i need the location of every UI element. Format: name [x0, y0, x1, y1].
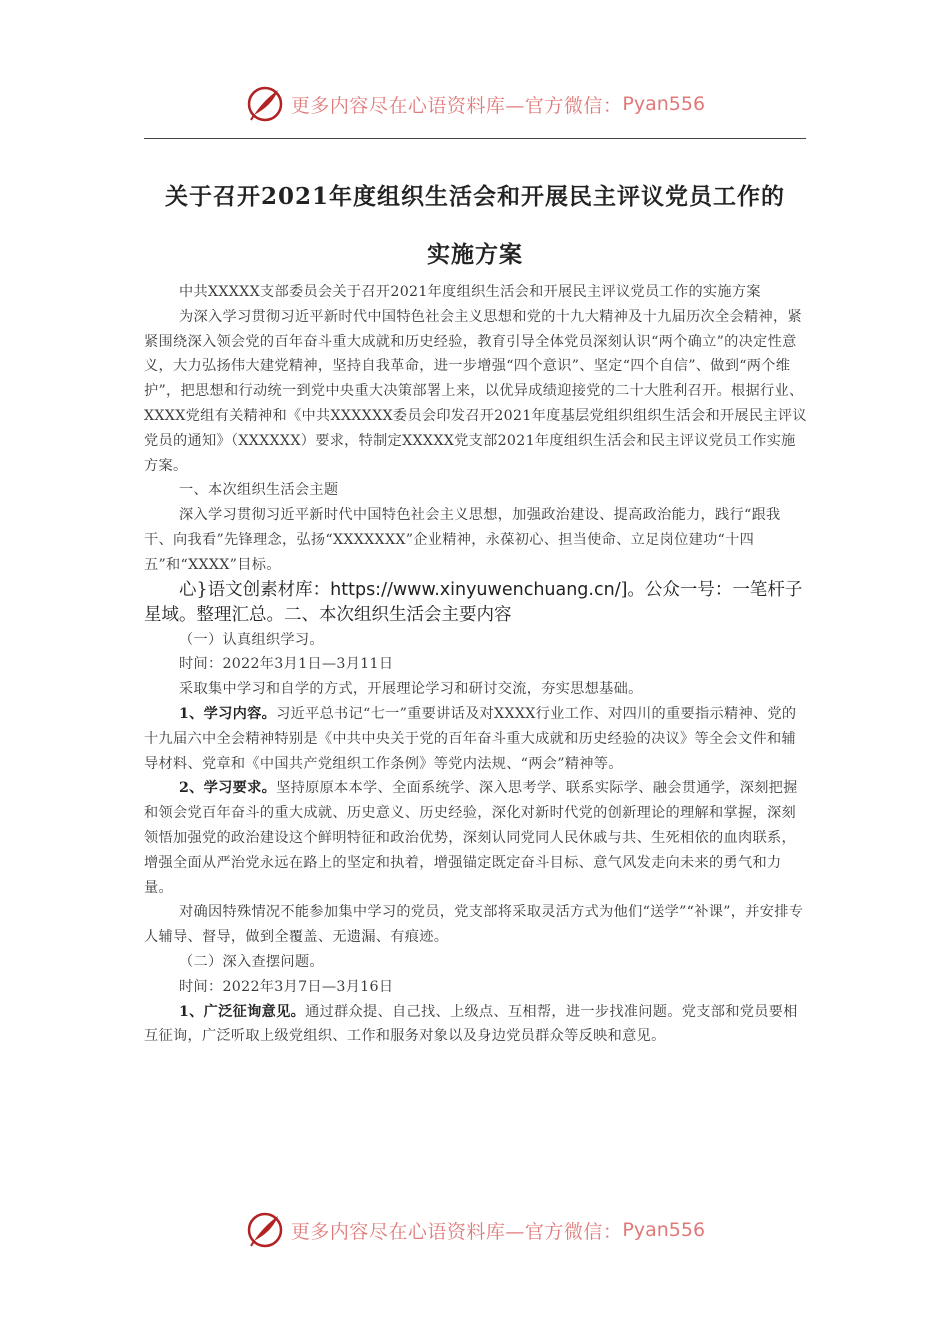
quill-pen-in-circle-icon: [245, 84, 285, 124]
subsection2-time: 时间：2022年3月7日—3月16日: [179, 978, 394, 995]
document-body: [144, 280, 808, 1049]
preface-paragraph: 为深入学习贯彻习近平新时代中国特色社会主义思想和党的十九大精神及十九届历次全会精神，紧紧围绕深入领会党的百年奋斗重大成就和历史经验，教育引导全体党员深刻认识“两个确立”的决定性意义，大力弘扬伟大建党精神，坚持自我革命，进一步增强“四个意识”、坚定“四个自信”、做到“两个维护”，把思想和行动统一到党中央重大决策部署上来，以优异成绩迎接党的二十大胜利召开。根据行业、XXXX党组有关精神和《中共XXXXXX委员会印发召开2021年度基层党组织组织生活会和开展民主评议党员的通知》（XXXXXX）要求，特制定XXXXX党支部2021年度组织生活会和民主评议党员工作实施方案。: [144, 308, 807, 474]
item1-text: 习近平总书记“七一”重要讲话及对XXXX行业工作、对四川的重要指示精神、党的十九届六中全会精神特别是《中共中央关于党的百年奋斗重大成就和历史经验的决议》等全会文件和辅导材料、党章和《中国共产党组织工作条例》等党内法规、“两会”精神等。: [144, 705, 797, 772]
item2-label: 2、学习要求。: [179, 780, 277, 797]
item3-paragraph: [144, 1000, 808, 1050]
document-title-line2: 实施方案: [427, 241, 523, 268]
ad-prefix: 心}语文创素材库：: [179, 579, 331, 600]
header-banner: [0, 82, 950, 126]
item2-text: 坚持原原本本学、全面系统学、深入思考学、联系实际学、融会贯通学，深刻把握和领会党百年奋斗的重大成就、历史意义、历史经验，深化对新时代党的创新理论的理解和掌握，深刻领悟加强党的政治建设这个鲜明特征和政治优势，深刻认同党同人民休戚与共、生死相依的血肉联系，增强全面从严治党永远在路上的坚定和执着，增强锚定既定奋斗目标、意气风发走向未来的勇气和力量。: [144, 780, 798, 896]
banner-wechat-handle: Pyan556: [622, 1219, 706, 1241]
intro-paragraph: 中共XXXXX支部委员会关于召开2021年度组织生活会和开展民主评议党员工作的实施方案: [179, 284, 761, 300]
ad-suffix: ]。公众一号：一笔杆子星域。整理汇总。二、本次组织生活会主要内容: [144, 579, 803, 625]
item3-label: 1、广泛征询意见。: [179, 1003, 306, 1020]
banner-wechat-handle: Pyan556: [622, 93, 706, 115]
special-cases-paragraph: 对确因特殊情况不能参加集中学习的党员，党支部将采取灵活方式为他们“送学”“补课”，并安排专人辅导、督导，做到全覆盖、无遗漏、有痕迹。: [144, 904, 804, 946]
item2-paragraph: [144, 776, 808, 900]
ad-line: [144, 578, 808, 628]
subsection1-method: 采取集中学习和自学的方式，开展理论学习和研讨交流，夯实思想基础。: [179, 681, 643, 698]
section1-body: 深入学习贯彻习近平新时代中国特色社会主义思想，加强政治建设、提高政治能力，践行“跟我干、向我看”先锋理念，弘扬“XXXXXXX”企业精神，永葆初心、担当使命、立足岗位建功“十四五”和“XXXX”目标。: [144, 507, 781, 573]
subsection1-time: 时间：2022年3月1日—3月11日: [179, 656, 394, 673]
document-title: [120, 168, 830, 284]
item1-label: 1、学习内容。: [179, 705, 277, 722]
item1-paragraph: [144, 702, 808, 776]
section1-heading: 一、本次组织生活会主题: [179, 482, 339, 499]
document-title-line1: 关于召开2021年度组织生活会和开展民主评议党员工作的: [164, 183, 785, 210]
subsection1-heading: （一）认真组织学习。: [179, 631, 324, 648]
banner-text: 更多内容尽在心语资料库—官方微信：: [290, 1220, 623, 1243]
footer-banner: [0, 1208, 950, 1252]
ad-url-link[interactable]: https://www.xinyuwenchuang.cn/: [330, 579, 621, 600]
item3-text: 通过群众提、自己找、上级点、互相帮，进一步找准问题。党支部和党员要相互征询，广泛听取上级党组织、工作和服务对象以及身边党员群众等反映和意见。: [144, 1003, 798, 1045]
quill-pen-in-circle-icon: [245, 1210, 285, 1250]
subsection2-heading: （二）深入查摆问题。: [179, 953, 324, 970]
header-divider: [144, 138, 806, 139]
banner-text: 更多内容尽在心语资料库—官方微信：: [290, 94, 623, 117]
